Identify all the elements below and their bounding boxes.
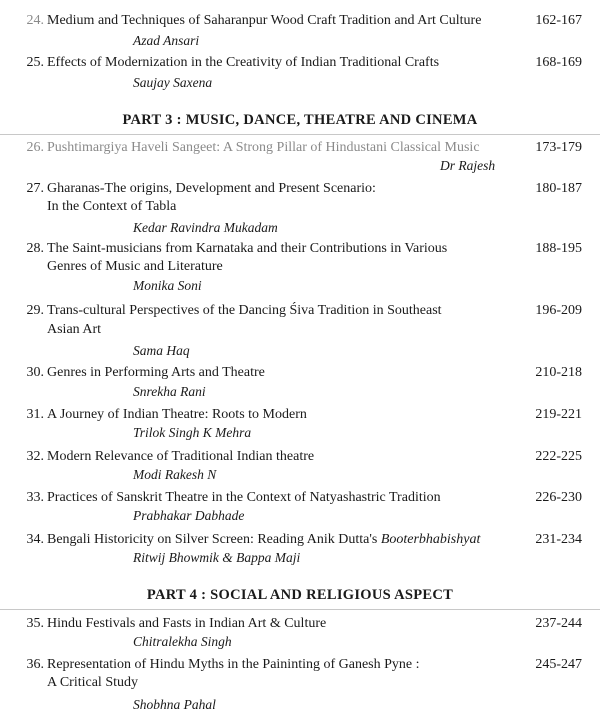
entry-pages: 219-221 <box>535 407 582 422</box>
entry-title: A Journey of Indian Theatre: Roots to Modern <box>47 407 307 422</box>
part-4-heading: PART 4 : SOCIAL AND RELIGIOUS ASPECT <box>146 587 454 603</box>
entry-title: Pushtimargiya Haveli Sangeet: A Strong Pillar of Hindustani Classical Music <box>47 140 480 155</box>
entry-title-text: Bengali Historicity on Silver Screen: Reading Anik Dutta's <box>47 532 381 547</box>
entry-pages: 245-247 <box>535 657 582 672</box>
entry-author: Chitralekha Singh <box>133 634 232 649</box>
entry-pages: 222-225 <box>535 449 582 464</box>
entry-pages: 188-195 <box>535 241 582 256</box>
entry-number: 26. <box>26 140 44 155</box>
entry-title: Representation of Hindu Myths in the Paininting of Ganesh Pyne : <box>47 657 420 672</box>
entry-title: Effects of Modernization in the Creativity of Indian Traditional Crafts <box>47 55 440 70</box>
entry-title: Medium and Techniques of Saharanpur Wood Craft Tradition and Art Culture <box>47 13 482 28</box>
entry-pages: 196-209 <box>535 303 582 318</box>
entry-number: 31. <box>26 407 44 422</box>
entry-title: Practices of Sanskrit Theatre in the Context of Natyashastric Tradition <box>47 490 441 505</box>
entry-author: Saujay Saxena <box>133 75 213 90</box>
entry-number: 32. <box>26 449 44 464</box>
entry-author: Ritwij Bhowmik & Bappa Maji <box>133 550 301 565</box>
entry-number: 35. <box>26 616 44 631</box>
entry-pages: 180-187 <box>535 181 582 196</box>
entry-title: Trans-cultural Perspectives of the Dancing Śiva Tradition in Southeast <box>47 303 442 318</box>
entry-number: 36. <box>26 657 44 672</box>
entry-title-film-name: Booterbhabishyat <box>380 532 481 547</box>
entry-pages: 226-230 <box>535 490 582 505</box>
entry-number: 33. <box>26 490 44 505</box>
entry-number: 28. <box>26 241 44 256</box>
entry-author: Dr Rajesh <box>440 158 496 173</box>
entry-number: 30. <box>26 365 44 380</box>
entry-author: Snrekha Rani <box>133 384 206 399</box>
entry-author: Prabhakar Dabhade <box>133 508 245 523</box>
entry-author: Monika Soni <box>133 278 202 293</box>
entry-number: 29. <box>26 303 44 318</box>
entry-title-continued: A Critical Study <box>47 675 138 690</box>
entry-author: Kedar Ravindra Mukadam <box>133 220 278 235</box>
part-3-heading: PART 3 : MUSIC, DANCE, THEATRE AND CINEMA <box>122 112 478 128</box>
entry-title: Genres in Performing Arts and Theatre <box>47 365 265 380</box>
entry-pages: 237-244 <box>535 616 582 631</box>
entry-author: Azad Ansari <box>133 33 200 48</box>
entry-number: 25. <box>26 55 44 70</box>
entry-author: Sama Haq <box>133 343 190 358</box>
entry-title: Modern Relevance of Traditional Indian theatre <box>47 449 315 464</box>
entry-pages: 173-179 <box>535 140 582 155</box>
entry-title: Gharanas-The origins, Development and Present Scenario: <box>47 181 376 196</box>
entry-number: 24. <box>26 13 44 28</box>
entry-title-continued: Genres of Music and Literature <box>47 259 223 274</box>
entry-title <box>47 531 480 548</box>
section-divider <box>0 134 600 135</box>
entry-author: Shobhna Pahal <box>133 697 216 712</box>
entry-title: Hindu Festivals and Fasts in Indian Art & Culture <box>47 616 327 631</box>
entry-author: Trilok Singh K Mehra <box>133 425 252 440</box>
entry-title-continued: In the Context of Tabla <box>47 199 177 214</box>
entry-pages: 162-167 <box>535 13 582 28</box>
entry-title: The Saint-musicians from Karnataka and their Contributions in Various <box>47 241 448 256</box>
entry-number: 27. <box>26 181 44 196</box>
entry-pages: 231-234 <box>535 532 582 547</box>
entry-author: Modi Rakesh N <box>133 467 217 482</box>
entry-pages: 168-169 <box>535 55 582 70</box>
entry-number: 34. <box>26 532 44 547</box>
entry-pages: 210-218 <box>535 365 582 380</box>
section-divider <box>0 609 600 610</box>
entry-title-continued: Asian Art <box>47 322 102 337</box>
